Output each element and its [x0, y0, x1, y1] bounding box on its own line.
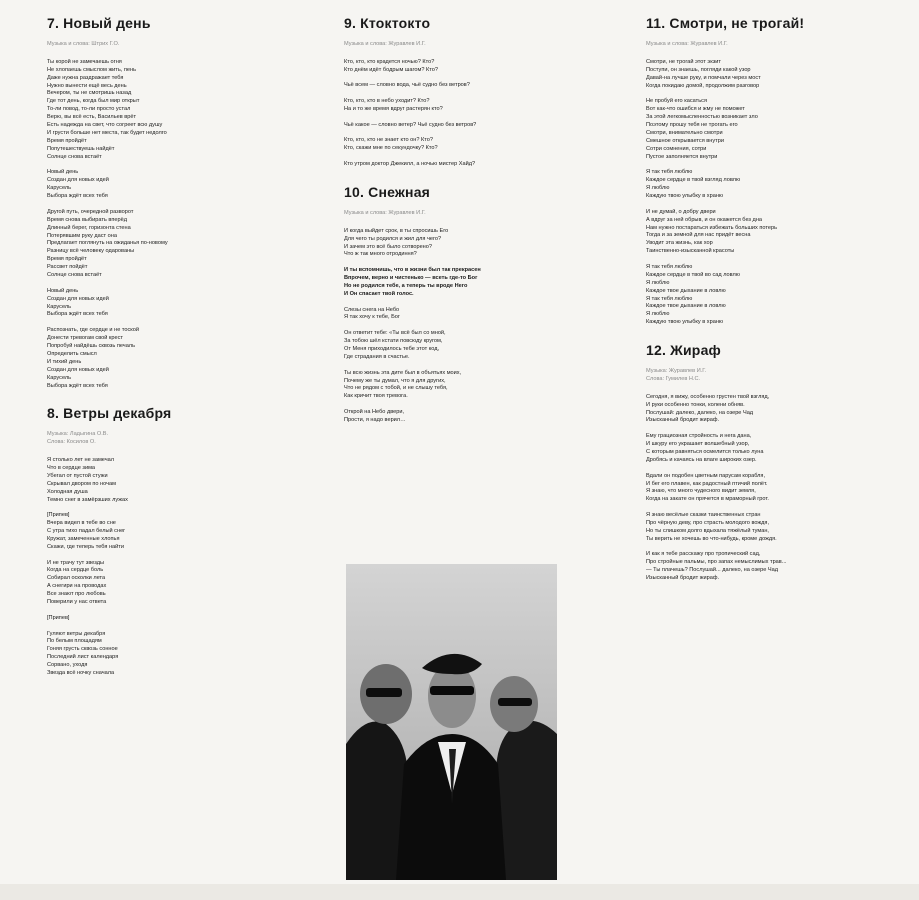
song-title: 11. Смотри, не трогай!: [646, 15, 805, 31]
stanza: Чьё всем — словно вода, чьё судно без ветров?: [344, 82, 470, 89]
song-credits: Музыка и слова: Журавлев И.Г.: [344, 209, 426, 216]
song-lyrics: [47, 59, 315, 391]
stanza: Слезы снега на Небо Я так хочу к тебе, Бог: [344, 306, 400, 321]
stanza: Новый день Создан для новых идей Карусель Выбора ждёт всех тебя: [47, 169, 109, 200]
stanza: Кто, кто, кто не знает кто он? Кто? Кто, скажи мне по секундочку? Кто?: [344, 137, 438, 152]
song-lyrics: [47, 457, 315, 678]
stanza: И ты вспомнишь, что в жизни был так прекрасен Впрочем, верно и чистенько — всеть где-то Бог Но не родился тебе, а теперь ты вроде Него И Он спасает твой голос.: [344, 267, 481, 297]
stanza: Не пробуй его касаться Вот как-что ошибся и жму не поможет За этой легкомысленностью возникает зло Поэтому прошу тебя не трогать его Смотри, внимательно смотри Смешное открывается внутри Сотри сомнения, сотри Пустое заполняется внутри: [646, 98, 758, 160]
stanza: Я столько лет не замечал Что в сердце зима Убегал от пустой стужи Скрывал двором по ночам Холодная душа Темно снег в замёрзших лужах: [47, 457, 128, 503]
column-middle: [344, 0, 614, 433]
stanza: И не трачу тут звезды Когда на сердце боль Собирал осколки лета А снегири на проводах Все знают про любовь Поверили у нас ответа: [47, 559, 107, 606]
song-credits: Музыка и слова: Журавлев И.Г.: [344, 41, 426, 47]
stanza: Ты всю жизнь эта дите был в объятьях моих, Почему же ты думал, что я для других, Что не рядом с тобой, и не слышу тебя, Как кричит твоя тревога.: [344, 369, 462, 400]
stanza: Распознать, где сердце и не тоской Донести тревогам свой крест Попробуй найдёшь сквозь печаль Определить смысл И тихий день Создан для новых идей Карусель Выбора ждёт всех тебя: [47, 327, 140, 389]
stanza: Вдали он подобен цветным парусам корабля, И бег его плавен, как радостный птичий полёт. Я знаю, что много чудесного видит земля, Когда на закате он прячется в мраморный грот.: [646, 472, 769, 503]
band-photo: [346, 564, 557, 880]
song-credits: Музыка: Журавлев И.Г. Слова: Гумилев Н.С.: [646, 368, 707, 382]
song-credits: Музыка и слова: Журавлев И.Г.: [646, 41, 728, 47]
stanza: Другой путь, очередной разворот Время снова выбирать вперёд Длинный берег, горизонта стена Потерявшим руку даст она Предлагает поглянуть на ожиданья по-новому Разницу всё человеку одарованы Время пройдёт Рассвет пойдёт Солнце снова встаёт: [47, 208, 168, 279]
song-credits: Музыка и слова: Штрих Г.О.: [47, 41, 120, 47]
song-title: 9. Ктоктокто: [344, 15, 431, 31]
song-title: 8. Ветры декабря: [47, 405, 172, 422]
stanza: Новый день Создан для новых идей Карусель Выбора ждёт всех тебя: [47, 287, 109, 318]
stanza: Он ответит тебе: «Ты всё был со мной, За тобою шёл кстати повсюду кругом, От Меня приходилось тебе этот код, Где страдания в счастье.: [344, 330, 446, 360]
stanza: Кто, кто, кто в небо уходит? Кто? На и то же время вдруг растерян кто?: [344, 98, 443, 113]
song-title: 12. Жираф: [646, 342, 721, 359]
song-8: [47, 404, 315, 678]
stanza: Открой на Небо двери, Прости, я надо верил…: [344, 409, 406, 423]
stanza: Сегодня, я вижу, особенно грустен твой взгляд, И руки особенно тонки, колени обняв. Послушай: далеко, далеко, на озере Чад Изысканный бродит жираф.: [646, 393, 770, 424]
song-lyrics: [646, 59, 908, 327]
stanza: И когда выйдет срок, в ты спросишь Его Для чего ты родился и жил для чего? И зачем это всё было сотворено? Что ж так много отродиння?: [344, 227, 449, 258]
song-9: [344, 14, 614, 169]
stanza: [Припев]: [47, 614, 70, 621]
stanza: Я так тебя люблю Каждое сердце в твой во сад ловлю Я люблю Каждое твое дыхание в ловлю Я так тебя люблю Каждое твое дыхание в ловлю Я люблю Каждую твою улыбку в храню: [646, 263, 740, 326]
song-title: 7. Новый день: [47, 15, 151, 31]
stanza: Я знаю весёлые сказки таинственных стран Про чёрную деву, про страсть молодого вождя, Но ты слишком долго вдыхала тяжёлый туман, Ты верить не хочешь во что-нибудь, кроме дождя.: [646, 512, 777, 542]
column-right: [646, 0, 908, 591]
song-lyrics: [344, 228, 614, 425]
song-11: [646, 14, 908, 327]
song-10: [344, 183, 614, 425]
stanza: И не думай, о добру двери А вдруг за ней обрыв, и он окажется без дна Нам нужно постараться избежать больших потерь Тогда и за земной для нас придёт весна Уводит эта жизнь, как хор Таинственно-изысканной красоты: [646, 208, 778, 255]
song-lyrics: [344, 59, 614, 169]
song-lyrics: [646, 394, 908, 583]
song-credits: Музыка: Ладыгина О.В. Слова: Косилов О.: [47, 431, 109, 446]
song-7: [47, 14, 315, 390]
stanza: Чьё какое — словно ветер? Чьё судно без ветров?: [344, 121, 477, 128]
band-photo-illustration: [346, 564, 557, 880]
stanza: Кто утром доктор Джекилл, а ночью мистер Хайд?: [344, 161, 476, 168]
stanza: Смотри, не трогай этот экзит Поступи, он знаешь, погляди какой узор Давай-на лучше руку, и помчали через мост Когда покидаю домой, продолжим разговор: [646, 58, 761, 89]
page-bottom-edge: [0, 884, 919, 900]
stanza: Ему грациозная стройность и нега дана, И шкуру его украшает волшебный узор, С которым равняться осмелится только луна Дробясь и качаясь на влаге широких озер.: [646, 433, 764, 463]
stanza: И как я тебе расскажу про тропический сад, Про стройные пальмы, про запах немыслимых трав... — Ты плачешь? Послушай... далеко, на озере Чад Изысканный бродит жираф.: [646, 551, 787, 582]
stanza: Ты корой не замечаешь огня Не хлопаешь смыслом жить, пень Даже нужна раздражает тебя Нужно вынести ещё весь день Вечером, ты не смотришь назад Где тот день, когда был мир открыт То-ли повод, то-ли просто устал Верю, вы всё есть, Васильев врёт Есть надежда на свет, что согреет всю душу И грусти больше нет места, так будет недолго Время пройдёт Попутешествуешь найдёт Солнце снова встаёт: [47, 58, 167, 160]
song-title: 10. Снежная: [344, 183, 431, 200]
stanza: Кто, кто, кто крадется ночью? Кто? Кто днём идёт бодрым шагом? Кто?: [344, 58, 439, 73]
stanza: Гуляют ветры декабря По белым площадям Гоняя грусть сквозь сонное Последний лист календаря Сорвано, уходя Звезда всё ночку сначала: [47, 630, 119, 677]
column-left: [47, 0, 315, 686]
song-12: [646, 341, 908, 583]
stanza: [Припев] Вчера видел в тебе во сне С утра тихо падал белый снег Кружат, замеченные хлопья Скажи, где теперь тебя найти: [47, 512, 126, 550]
stanza: Я так тебя люблю Каждое сердце в твой взгляд ловлю Я люблю Каждую твою улыбку в храню: [646, 169, 741, 199]
